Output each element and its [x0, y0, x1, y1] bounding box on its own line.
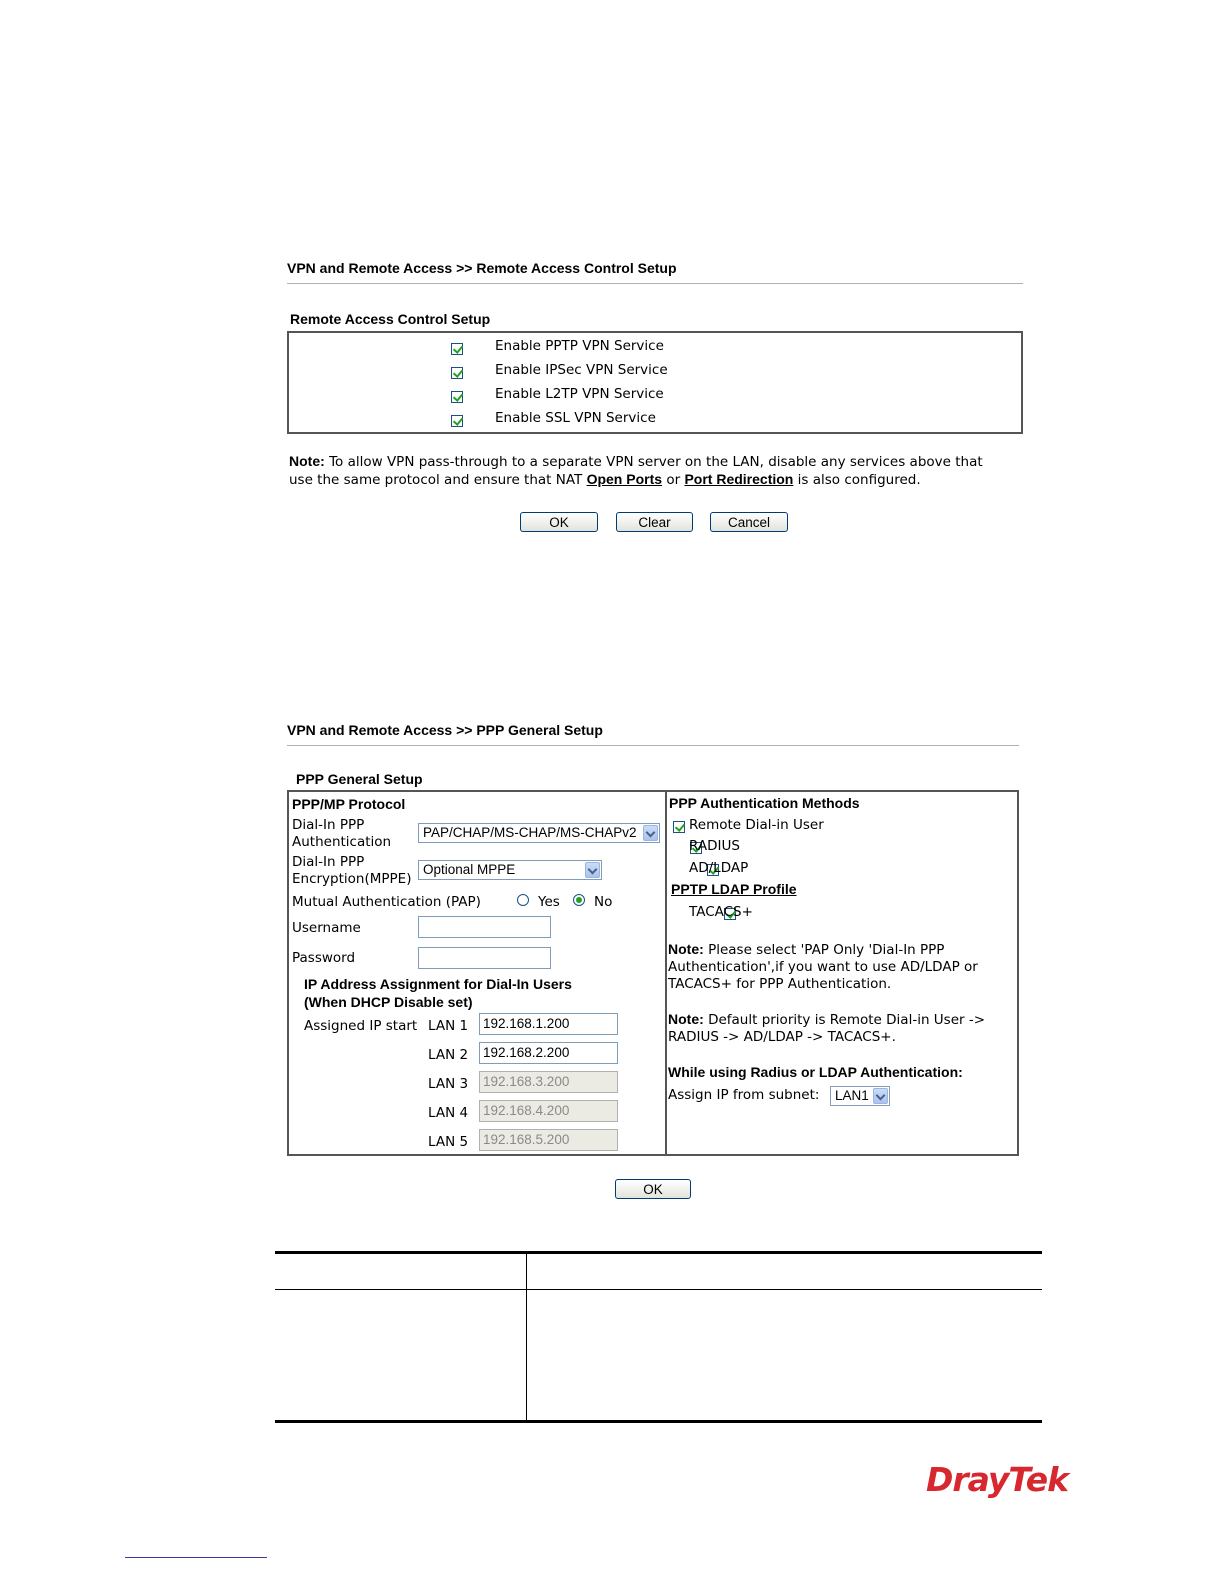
lan5-label: LAN 5	[428, 1134, 469, 1150]
subnet-select[interactable]	[830, 1086, 890, 1106]
ssl-label: Enable SSL VPN Service	[495, 410, 656, 426]
rac-note-text-3: is also configured.	[793, 472, 921, 488]
dialin-auth-select[interactable]	[418, 823, 660, 843]
ppp-note-2: Note: Default priority is Remote Dial-in User -> RADIUS -> AD/LDAP -> TACACS+.	[668, 1011, 986, 1045]
lan5-ip-input: 192.168.5.200	[479, 1129, 618, 1151]
rac-section-title: Remote Access Control Setup	[290, 311, 491, 327]
rac-breadcrumb: VPN and Remote Access >> Remote Access Control Setup	[287, 260, 677, 276]
ssl-checkbox[interactable]	[451, 415, 463, 427]
chevron-down-icon[interactable]	[585, 862, 600, 878]
ppp-note-1: Note: Please select 'PAP Only 'Dial-In PPP Authentication',if you want to use AD/LDAP or TACACS+ for PPP Authentication.	[668, 941, 978, 992]
mutual-no-label: No	[594, 894, 613, 910]
rac-note-label: Note:	[289, 453, 325, 469]
table-bottom-rule	[275, 1420, 1042, 1423]
lan1-label: LAN 1	[428, 1018, 469, 1034]
dialin-auth-label: Dial-In PPP Authentication	[292, 817, 392, 850]
password-label: Password	[292, 950, 356, 966]
rac-option-l2tp[interactable]	[451, 386, 664, 407]
lan3-label: LAN 3	[428, 1076, 469, 1092]
table-column-rule	[526, 1254, 527, 1421]
adldap-label: AD/LDAP	[689, 860, 749, 876]
remote-dialin-label: Remote Dial-in User	[689, 817, 824, 833]
pptp-checkbox[interactable]	[451, 343, 463, 355]
dialin-enc-value: Optional MPPE	[423, 862, 516, 877]
rac-divider	[287, 283, 1023, 284]
rac-option-ipsec[interactable]	[451, 362, 668, 383]
tacacs-label: TACACS+	[689, 904, 753, 920]
lan4-label: LAN 4	[428, 1105, 469, 1121]
ppp-table	[287, 790, 1019, 1156]
lan4-ip-input: 192.168.4.200	[479, 1100, 618, 1122]
mutual-auth-label: Mutual Authentication (PAP)	[292, 894, 481, 910]
pptp-ldap-profile-link[interactable]: PPTP LDAP Profile	[671, 881, 797, 897]
lan2-label: LAN 2	[428, 1047, 469, 1063]
l2tp-checkbox[interactable]	[451, 391, 463, 403]
ppp-column-divider	[665, 792, 667, 1154]
lan1-ip-input[interactable]: 192.168.1.200	[479, 1013, 618, 1035]
ipsec-label: Enable IPSec VPN Service	[495, 362, 668, 378]
chevron-down-icon[interactable]	[873, 1088, 888, 1104]
ip-assignment-title: IP Address Assignment for Dial-In Users (When DHCP Disable set)	[304, 976, 572, 1010]
lan2-ip-input[interactable]: 192.168.2.200	[479, 1042, 618, 1064]
rac-note-or: or	[662, 472, 685, 488]
rac-note-text-2: use the same protocol and ensure that NAT	[289, 472, 587, 488]
ppp-breadcrumb: VPN and Remote Access >> PPP General Setup	[287, 722, 603, 738]
radius-label: RADIUS	[689, 838, 740, 854]
rac-option-ssl[interactable]	[451, 410, 656, 431]
lan3-ip-input: 192.168.3.200	[479, 1071, 618, 1093]
chevron-down-icon[interactable]	[643, 825, 658, 841]
rac-clear-button[interactable]: Clear	[616, 512, 693, 532]
draytek-logo: DrayTek	[926, 1460, 1069, 1499]
ppp-section-title: PPP General Setup	[296, 771, 423, 787]
pptp-label: Enable PPTP VPN Service	[495, 338, 664, 354]
subnet-value: LAN1	[835, 1088, 869, 1103]
ppp-divider	[287, 745, 1019, 746]
dialin-auth-value: PAP/CHAP/MS-CHAP/MS-CHAPv2	[423, 825, 637, 840]
ppp-ok-button[interactable]: OK	[615, 1179, 691, 1199]
table-header-rule	[275, 1289, 1042, 1290]
subnet-label: Assign IP from subnet:	[668, 1087, 820, 1103]
rac-cancel-button[interactable]: Cancel	[710, 512, 788, 532]
ppp-auth-methods-title: PPP Authentication Methods	[669, 795, 860, 811]
username-input[interactable]	[418, 916, 551, 938]
username-label: Username	[292, 920, 361, 936]
dialin-enc-select[interactable]	[418, 860, 602, 880]
table-top-rule	[275, 1251, 1042, 1254]
ppp-mp-protocol-title: PPP/MP Protocol	[292, 796, 406, 812]
password-input[interactable]	[418, 947, 551, 969]
dialin-enc-label: Dial-In PPP Encryption(MPPE)	[292, 854, 412, 887]
rac-note	[289, 453, 1049, 489]
remote-dialin-checkbox[interactable]	[673, 821, 685, 833]
rac-options-box	[287, 331, 1023, 434]
rac-option-pptp[interactable]	[451, 338, 664, 359]
mutual-no-radio[interactable]	[573, 894, 585, 906]
l2tp-label: Enable L2TP VPN Service	[495, 386, 664, 402]
open-ports-link[interactable]: Open Ports	[586, 471, 663, 487]
radius-ldap-title: While using Radius or LDAP Authentication:	[668, 1064, 963, 1080]
assigned-ip-label: Assigned IP start	[304, 1018, 418, 1034]
footer-rule	[125, 1557, 267, 1558]
port-redirection-link[interactable]: Port Redirection	[684, 471, 794, 487]
ipsec-checkbox[interactable]	[451, 367, 463, 379]
mutual-yes-radio[interactable]	[517, 894, 529, 906]
rac-ok-button[interactable]: OK	[520, 512, 598, 532]
rac-note-text-1: To allow VPN pass-through to a separate VPN server on the LAN, disable any services above that	[324, 454, 983, 470]
mutual-yes-label: Yes	[538, 894, 560, 910]
